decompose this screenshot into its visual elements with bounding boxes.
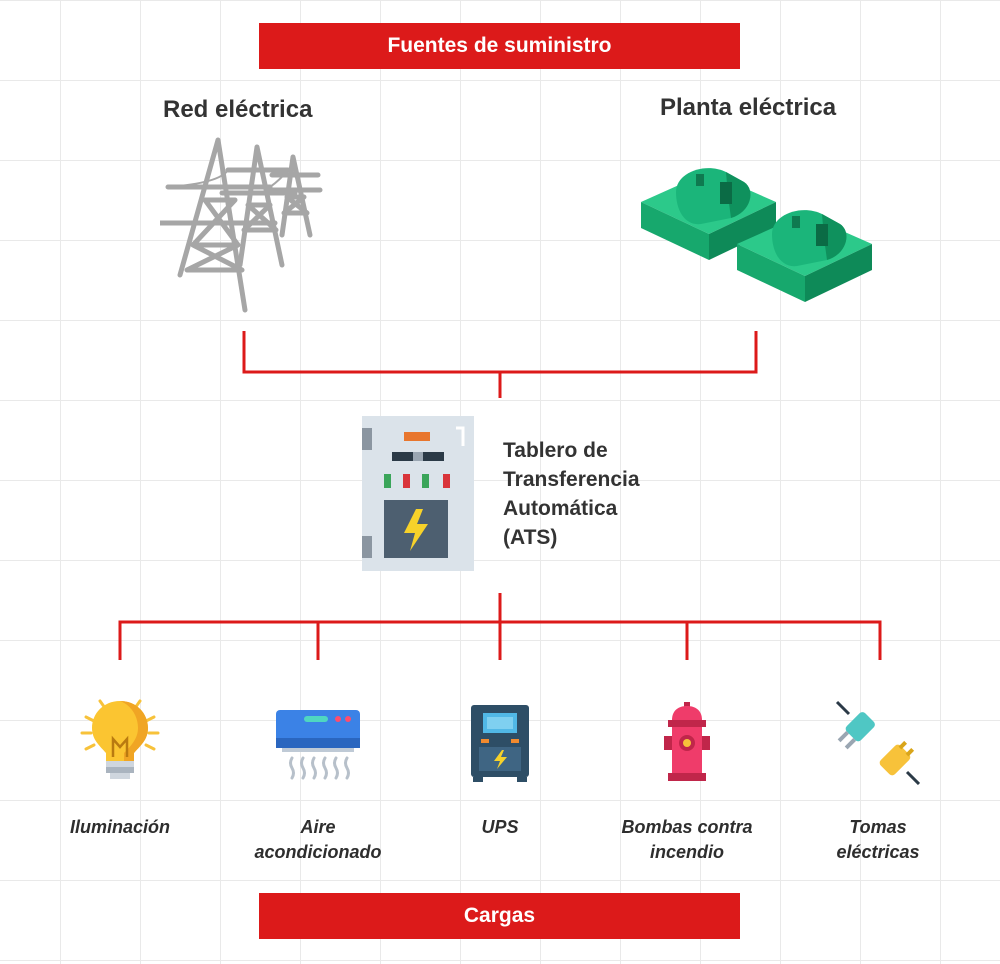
load-label-fire-pumps-line-1: Bombas contra xyxy=(621,817,753,837)
sources-banner: Fuentes de suministro xyxy=(259,23,740,69)
load-label-outlets xyxy=(778,815,978,865)
ats-label xyxy=(503,436,640,552)
loads-connector xyxy=(120,593,880,660)
ats-label-line-1: Tablero de xyxy=(503,439,608,462)
sources-connector xyxy=(244,331,756,398)
load-label-air-conditioning-line-1: Aire xyxy=(300,817,336,837)
fire-hydrant-icon xyxy=(662,700,712,785)
transmission-tower-icon xyxy=(160,135,330,315)
source-label-generator: Planta eléctrica xyxy=(660,94,837,121)
load-label-fire-pumps xyxy=(587,815,787,865)
load-label-outlets-line-2: eléctricas xyxy=(836,842,920,862)
load-label-lighting xyxy=(20,815,220,840)
generator-icon xyxy=(636,152,876,302)
load-label-lighting-line-1: Iluminación xyxy=(69,817,170,837)
ats-label-line-3: Automática xyxy=(503,497,618,520)
load-label-outlets-line-1: Tomas xyxy=(849,817,907,837)
electric-plug-icon xyxy=(835,700,920,785)
switchboard-icon xyxy=(362,416,474,571)
ups-icon xyxy=(469,703,531,783)
load-label-air-conditioning-line-2: acondicionado xyxy=(254,842,382,862)
light-bulb-icon xyxy=(80,695,160,785)
source-label-grid: Red eléctrica xyxy=(163,96,313,123)
load-label-fire-pumps-line-2: incendio xyxy=(649,842,724,862)
air-conditioner-icon xyxy=(274,708,364,780)
ats-label-line-4: (ATS) xyxy=(503,526,558,549)
ats-label-line-2: Transferencia xyxy=(503,468,640,491)
load-label-ups-line-1: UPS xyxy=(481,817,519,837)
load-label-ups xyxy=(400,815,600,840)
loads-banner: Cargas xyxy=(259,893,740,939)
load-label-air-conditioning xyxy=(218,815,418,865)
